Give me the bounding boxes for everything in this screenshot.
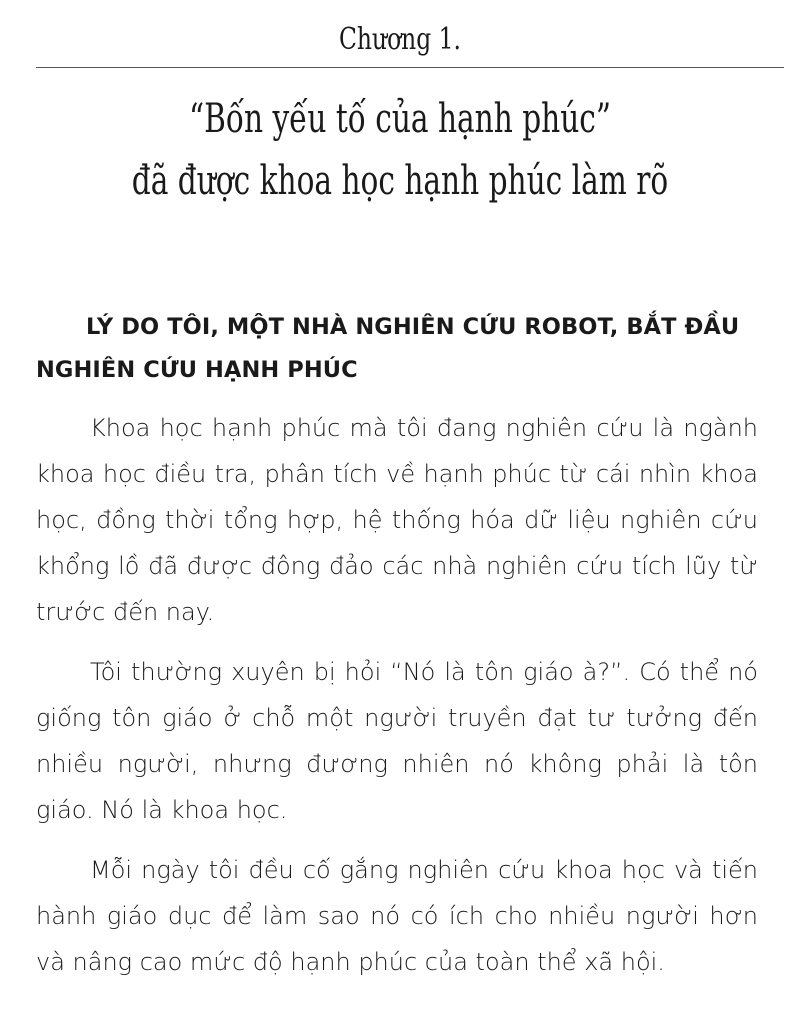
body-text xyxy=(36,405,758,999)
section-heading-text: LÝ DO TÔI, MỘT NHÀ NGHIÊN CỨU ROBOT, BẮT ĐẦU NGHIÊN CỨU HẠNH PHÚC xyxy=(36,314,740,383)
section-heading xyxy=(36,306,766,392)
chapter-label: Chương 1. xyxy=(339,22,461,57)
chapter-title xyxy=(104,88,696,212)
chapter-title-line-1: “Bốn yếu tố của hạnh phúc” xyxy=(188,96,612,142)
chapter-title-line-2: đã được khoa học hạnh phúc làm rõ xyxy=(131,158,669,204)
paragraph: Khoa học hạnh phúc mà tôi đang nghiên cứu là ngành khoa học điều tra, phân tích về hạnh phúc từ cái nhìn khoa học, đồng thời tổng hợp, hệ thống hóa dữ liệu nghiên cứu khổng lồ đã được đông đảo các nhà nghiên cứu tích lũy từ trước đến nay. xyxy=(36,414,758,626)
paragraph: Mỗi ngày tôi đều cố gắng nghiên cứu khoa học và tiến hành giáo dục để làm sao nó có ích cho nhiều người hơn và nâng cao mức độ hạnh phúc của toàn thể xã hội. xyxy=(36,856,758,976)
chapter-divider xyxy=(36,67,784,68)
paragraph: Tôi thường xuyên bị hỏi “Nó là tôn giáo à?”. Có thể nó giống tôn giáo ở chỗ một người truyền đạt tư tưởng đến nhiều người, nhưng đương nhiên nó không phải là tôn giáo. Nó là khoa học. xyxy=(36,658,758,824)
